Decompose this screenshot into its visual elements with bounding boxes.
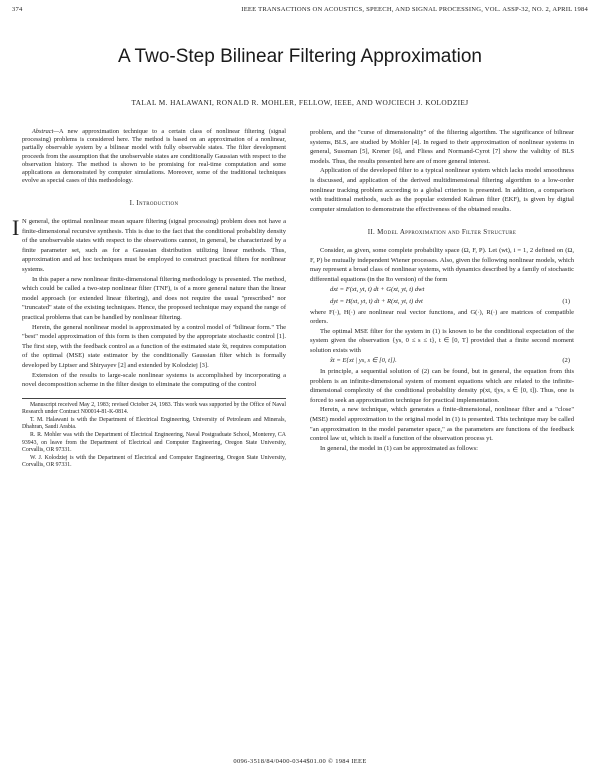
paragraph-where: where F(·), H(·) are nonlinear real vector functions, and G(·), R(·) are matrices of compatible orders. xyxy=(310,308,574,326)
paper-title: A Two-Step Bilinear Filtering Approximation xyxy=(118,46,482,67)
journal-running-title: IEEE TRANSACTIONS ON ACOUSTICS, SPEECH, AND SIGNAL PROCESSING, VOL. ASSP-32, NO. 2, APRIL 1984 xyxy=(241,6,588,13)
equation-1a: dxt = F(xt, yt, t) dt + G(xt, yt, t) dwt xyxy=(330,286,425,294)
drop-cap: I xyxy=(12,215,20,241)
equation-number: (2) xyxy=(562,357,570,365)
footnote: R. R. Mohler was with the Department of Electrical Engineering, Naval Postgraduate School, Monterey, CA 93943, on leave from the Department of Electrical and Computer Engineering, Oregon State University, Corvallis, OR 97331. xyxy=(22,432,286,454)
page-number: 374 xyxy=(12,6,23,13)
paragraph-general: In general, the model in (1) can be approximated as follows: xyxy=(320,444,478,452)
footnote: T. M. Halawani is with the Department of Electrical Engineering, University of Petroleum and Minerals, Dhahran, Saudi Arabia. xyxy=(22,416,286,431)
equation-1b: dyt = H(xt, yt, t) dt + R(xt, yt, t) dvt (1) xyxy=(330,297,570,305)
paragraph-continued: problem, and the "curse of dimensionality" of the filtering algorithm. The significance of bilinear systems, BLS, are studied by Mohler [4]. In regard to their approximation of nonlinear systems in general, Sussman [5], Krener [6], and Fliess and Normand-Cyrot [7] show the validity of BLS models. Thus, the results presented here are of more general interest. xyxy=(310,129,574,165)
right-column xyxy=(310,128,574,453)
section-heading-model: II. Model Approximation and Filter Structure xyxy=(367,228,517,237)
intro-paragraph-1: I N general, the optimal nonlinear mean square filtering (signal processing) problem does not have a finite-dimensional recursive synthesis. This is due to the fact that the conditional probability density of the unobservable states with respect to the observations cannot, in general, be characterized by a finite parameter set, such as for a Gaussian distribution utilizing linear methods. Thus, approximation and ad hoc techniques must be employed to construct practical filters for nonlinear systems. xyxy=(12,215,286,273)
left-column xyxy=(12,128,286,470)
footnote: W. J. Kolodziej is with the Department of Electrical and Computer Engineering, Oregon State University, Corvallis, OR 97331. xyxy=(22,454,286,469)
section-heading-introduction: I. Introduction xyxy=(129,199,179,208)
running-header xyxy=(12,6,588,18)
abstract-text: A new approximation technique to a certain class of nonlinear filtering (signal processing) problems is considered here. The method is based on an approximation of a nonlinear, partially observable system by a bilinear model with fully observable states. The filter development proceeds from the assumption that the unobservable states are conditionally Gaussian with respect to the observation history. The method is shown to be promising for real-time computation and some applications as demonstrated by computer simulations. Moreover, some of the traditional techniques evolve as special cases of this methodology. xyxy=(22,128,286,185)
paragraph-application: Application of the developed filter to a typical nonlinear system which lacks model smoothness is discussed, and application of the derived multidimensional filtering algorithm to a low-order nonlinear tracking problem according to a global criterion is presented. In addition, a comparison with traditional methods, such as the popular extended Kalman filter (EKF), is given by digital computer simulation to demonstrate the effectiveness of the obtained results. xyxy=(310,167,574,213)
footnote: Manuscript received May 2, 1983; revised October 24, 1983. This work was supported by the Office of Naval Research under Contract N00014-81-K-0814. xyxy=(22,401,286,416)
copyright-line: 0096-3518/84/0400-0344$01.00 © 1984 IEEE xyxy=(233,758,367,765)
equation-2: x̂t = E{xt | ys, s ∈ [0, t]}. (2) xyxy=(330,357,570,365)
intro-paragraph-3: Herein, the general nonlinear model is approximated by a control model of "bilinear form." The "best" model approximation of this form is then computed by the appropriate stochastic control [1]. The first step, with the feedback control as a function of the estimated state x̂t, requires computation of the optimal (MSE) state estimator by the conditionally Gaussian filter which is formally developed by Liptser and Shiryayev [2] and extended by Kolodziej [3]. xyxy=(22,323,286,369)
equation-number: (1) xyxy=(562,297,570,305)
author-list: TALAL M. HALAWANI, RONALD R. MOHLER, FELLOW, IEEE, AND WOJCIECH J. KOLODZIEJ xyxy=(131,98,469,107)
intro-paragraph-4: Extension of the results to large-scale nonlinear systems is accomplished by incorporating a novel decomposition scheme in the filter design to eliminate the computing of the control xyxy=(22,371,286,389)
footnotes xyxy=(22,398,286,470)
paragraph-optimal: The optimal MSE filter for the system in (1) is known to be the conditional expectation of the system given the observation {ys, 0 ≤ s ≤ t}, t ∈ [0, T] provided that a finite second moment solution exists with xyxy=(310,327,574,354)
paragraph-consider: Consider, as given, some complete probability space (Ω, F, P). Let (wt), i = 1, 2 defined on (Ω, F, P) be mutually independent Wiener processes. Also, given the following nonlinear models, which may represent a broad class of nonlinear systems, with dynamics described by a family of stochastic differential equations (in the Ito version) of the form xyxy=(310,246,574,283)
abstract xyxy=(22,128,286,185)
paragraph-herein: Herein, a new technique, which generates a finite-dimensional, nonlinear filter and a "close" (MSE) model approximation to the original model in (1) is presented. This technique may be called "an approximation in the model parameter space," as the parameters are functions of the feedback control law ut, which is itself a function of the observation process yt. xyxy=(310,406,574,443)
intro-paragraph-2: In this paper a new nonlinear finite-dimensional filtering methodology is presented. The method, which could be called a two-step nonlinear filter (TNF), is of a more general nature than the linear model approach (or extended linear filtering), and does not require the usual "prescribed" nor "truncated" state of the existing techniques. Hence, the proposed technique may expand the range of practical problems that can be handled by nonlinear filtering. xyxy=(22,275,286,321)
paragraph-principle: In principle, a sequential solution of (2) can be found, but in general, the equation from this problem is an infinite-dimensional system of moment equations which are related to the infinite-dimensional complexity of the conditional probability density p(xt, t|ys, s ∈ [0, t]). Thus, one is forced to seek an approximation technique for practical implementation. xyxy=(310,368,574,404)
abstract-label: Abstract— xyxy=(32,128,59,135)
